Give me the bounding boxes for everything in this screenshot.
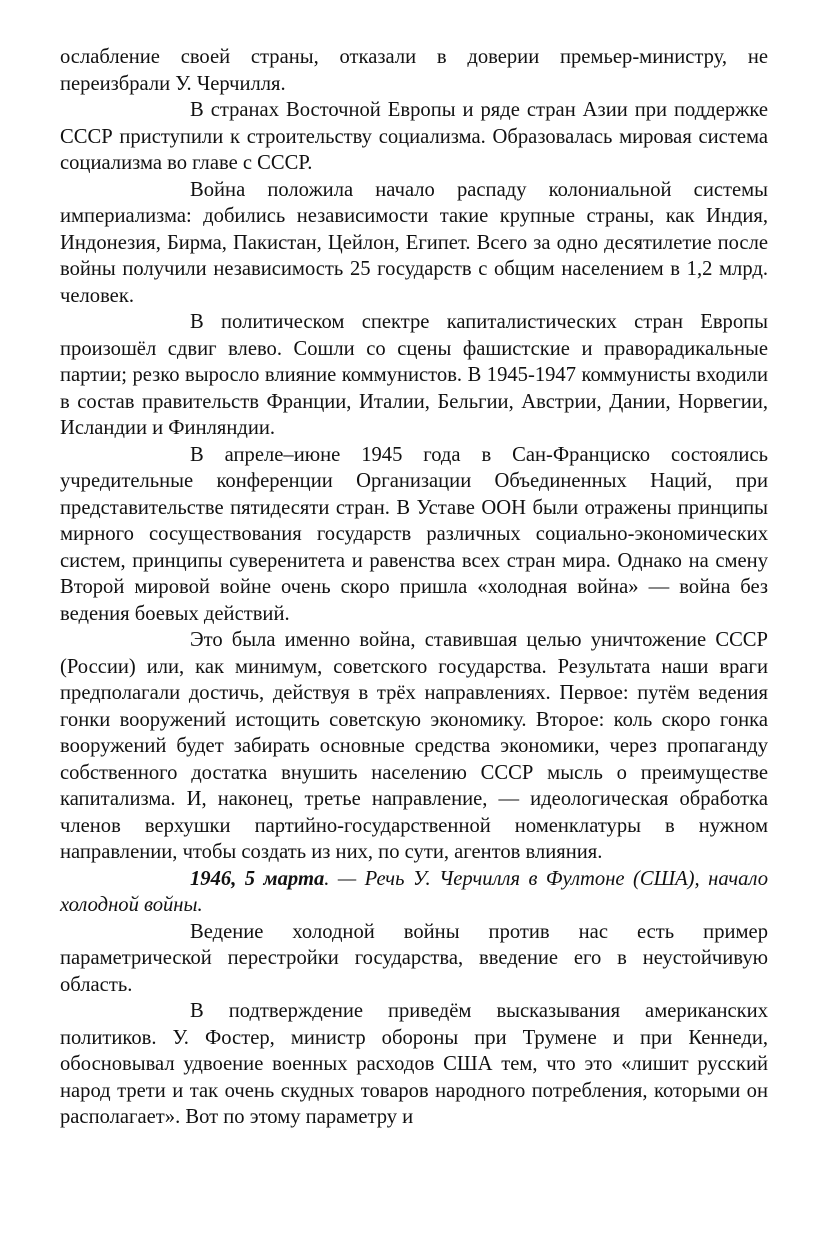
paragraph-parametric-restructuring: Ведение холодной войны против нас есть пример параметрической перестройки государства, введение его в неустойчивую область. [60,920,768,996]
document-page [60,44,768,1131]
paragraph-colonial-system: Война положила начало распаду колониальной системы империализма: добились независимости такие крупные страны, как Индия, Индонезия, Бирма, Пакистан, Цейлон, Египет. Всего за одно десятилетие после войны получили независимость 25 государств с общим населением в 1,2 млрд. человек. [60,178,768,307]
paragraph-socialism: В странах Восточной Европы и ряде стран Азии при поддержке СССР приступили к строительству социализма. Образовалась мировая система социализма во главе с СССР. [60,99,768,174]
dated-entry [60,866,768,919]
paragraph-un-founding: В апреле–июне 1945 года в Сан-Франциско состоялись учредительные конференции Организации Объединенных Наций, при представительстве пятидесяти стран. В Уставе ООН были отражены принципы мирного сосуществования государств различных социально-экономических систем, принципы суверенитета и равенства всех стран мира. Однако на смену Второй мировой войне очень скоро пришла «холодная война» — война без ведения боевых действий. [60,443,768,625]
dated-entry-text: . — Речь У. Черчилля в Фултоне (США), начало холодной войны. [60,867,768,916]
paragraph-political-shift: В политическом спектре капиталистических стран Европы произошёл сдвиг влево. Сошли со сцены фашистские и праворадикальные партии; резко выросло влияние коммунистов. В 1945-1947 коммунисты входили в состав правительств Франции, Италии, Бельгии, Австрии, Дании, Норвегии, Исландии и Финляндии. [60,311,768,439]
paragraph-american-quotes: В подтверждение приведём высказывания американских политиков. У. Фостер, министр обороны при Трумене и при Кеннеди, обосновывал удвоение военных расходов США тем, что это «лишит русский народ трети и так очень скудных товаров народного потребления, которыми он располагает». Вот по этому параметру и [60,1000,768,1128]
dated-entry-date: 1946, 5 марта [190,867,325,890]
paragraph-cold-war-goals: Это была именно война, ставившая целью уничтожение СССР (России) или, как минимум, советского государства. Результата наши враги предполагали достичь, действуя в трёх направлениях. Первое: путём ведения гонки вооружений истощить советскую экономику. Второе: коль скоро гонка вооружений будет забирать основные средства экономики, через пропаганду собственного достатка внушить населению СССР мысль о преимуществе капитализма. И, наконец, третье направление, — идеологическая обработка членов верхушки партийно-государственной номенклатуры в нужном направлении, чтобы создать из них, по сути, агентов влияния. [60,629,768,863]
paragraph-continuation: ослабление своей страны, отказали в доверии премьер-министру, не переизбрали У. Черчилля. [60,46,768,95]
